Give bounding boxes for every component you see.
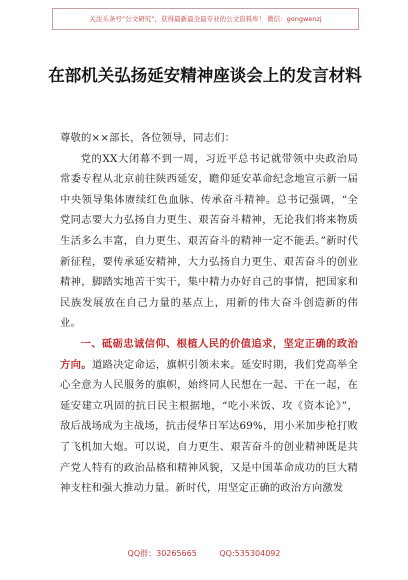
footer-qq: QQ:535304092: [219, 549, 281, 558]
paragraph-1: 党的XX大闭幕不到一周，习近平总书记就带领中央政治局常委专程从北京前往陕西延安，瞻仰延安革命纪念地宣示新一届中央领导集体赓续红色血脉、传承奋斗精神。总书记强调，“全党同志要大力弘扬自力更生、艰苦奋斗精神，无论我们将来物质生活多么丰富，自力更生、艰苦奋斗的精神一定不能丢。”新时代新征程，要传承延安精神，大力弘扬自力更生、艰苦奋斗的创业精神，脚踏实地苦干实干，集中精力办好自己的事情，把国家和民族发展放在自己力量的基点上，用新的伟大奋斗创造新的伟业。: [60, 152, 358, 330]
paragraph-2: [60, 334, 358, 499]
document-body: [60, 128, 358, 499]
footer-qq-group: QQ群：30265665: [127, 549, 197, 558]
footer: [0, 548, 408, 560]
paragraph-2-text: 道路决定命运，旗帜引领未来。延安时期，我们党高举全心全意为人民服务的旗帜，始终同人民想在一起、干在一起，在延安建立巩固的抗日民主根据地，“吃小米饭、攻《资本论》”，敌后战场成为主战场，抗击侵华日军达69%，用小米加步枪打败了飞机加大炮。可以说，自力更生、艰苦奋斗的创业精神既是共产党人特有的政治品格和精神风貌，又是中国革命成功的巨大精神支柱和强大推动力量。新时代，用坚定正确的政治方向激发: [60, 358, 358, 495]
section-heading: 一、砥砺忠诚信仰、根植人民的价值追求，坚定正确的政治方向。: [60, 337, 358, 371]
header-banner: 关注头条号“公文研究”，获得最新最全最专业的公文资料库！ 微信：gongwenzj: [52, 8, 359, 30]
salutation: 尊敬的××部长，各位领导，同志们：: [60, 132, 236, 144]
document-title: 在部机关弘扬延安精神座谈会上的发言材料: [48, 66, 362, 85]
